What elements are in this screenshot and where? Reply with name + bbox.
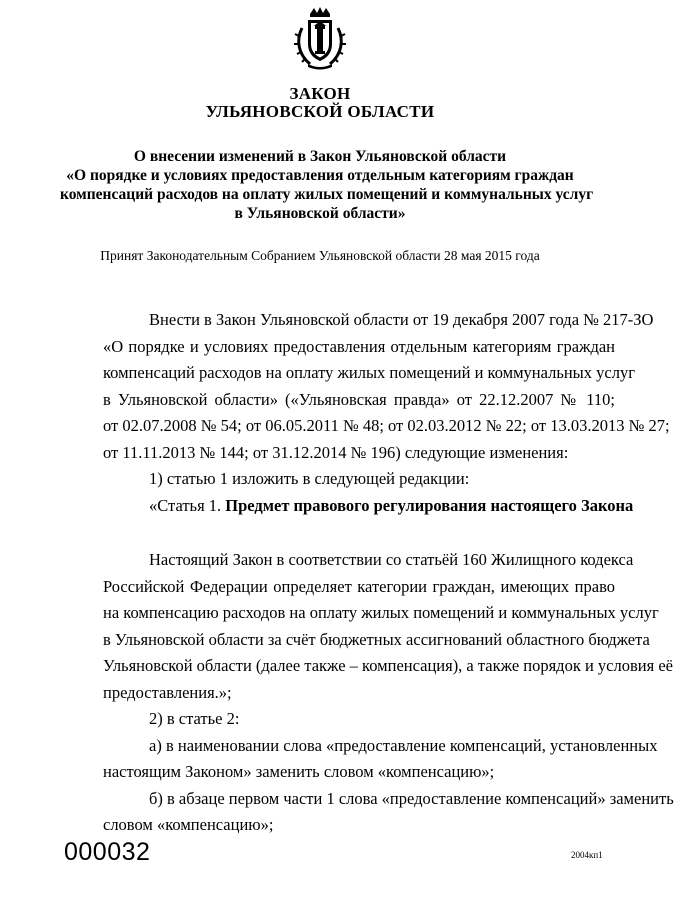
paragraph-line: Настоящий Закон в соответствии со статьёй 160 Жилищного кодекса bbox=[149, 550, 634, 569]
amendment-item-2: 2) в статье 2: bbox=[149, 709, 240, 728]
article-prefix: «Статья 1. bbox=[149, 495, 226, 515]
paragraph-line: от 11.11.2013 № 144; от 31.12.2014 № 196) следующие изменения: bbox=[103, 442, 569, 462]
amendment-item-2b: б) в абзаце первом части 1 слова «предоставление компенсаций» заменить bbox=[149, 788, 674, 808]
serial-number: 000032 bbox=[64, 838, 151, 866]
paragraph-line: Ульяновской области (далее также – компенсация), а также порядок и условия её bbox=[103, 656, 673, 675]
subtitle-line: О внесении изменений в Закон Ульяновской области bbox=[133, 148, 507, 165]
paragraph-line: настоящим Законом» заменить словом «компенсацию»; bbox=[103, 762, 495, 781]
paragraph-line: Внести в Закон Ульяновской области от 19 декабря 2007 года № 217-ЗО bbox=[149, 310, 654, 329]
paragraph-line: в Ульяновской области за счёт бюджетных ассигнований областного бюджета bbox=[103, 629, 650, 649]
subtitle-line: в Ульяновской области» bbox=[234, 205, 406, 222]
amendment-item-2a: а) в наименовании слова «предоставление компенсаций, установленных bbox=[149, 735, 658, 755]
document-code: 2004кп1 bbox=[571, 850, 603, 860]
subtitle-line: «О порядке и условиях предоставления отдельным категориям граждан bbox=[66, 167, 574, 184]
subtitle-line: компенсаций расходов на оплату жилых помещений и коммунальных услуг bbox=[60, 186, 594, 203]
document-type: ЗАКОН bbox=[289, 84, 351, 103]
paragraph-line: в Ульяновской области» («Ульяновская правда» от 22.12.2007 № 110; bbox=[103, 389, 615, 409]
paragraph-line: словом «компенсацию»; bbox=[103, 815, 274, 834]
amendment-item-1: 1) статью 1 изложить в следующей редакции: bbox=[149, 469, 470, 488]
ulyanovsk-coat-of-arms-icon bbox=[288, 6, 352, 70]
article-title: Предмет правового регулирования настоящего Закона bbox=[225, 495, 634, 515]
paragraph-line: от 02.07.2008 № 54; от 06.05.2011 № 48; от 02.03.2012 № 22; от 13.03.2013 № 27; bbox=[103, 416, 670, 435]
law-subtitle bbox=[60, 147, 594, 223]
law-body bbox=[103, 307, 674, 839]
paragraph-line: Российской Федерации определяет категории граждан, имеющих право bbox=[103, 576, 615, 596]
paragraph-line: предоставления.»; bbox=[103, 682, 232, 702]
paragraph-line: «О порядке и условиях предоставления отдельным категориям граждан bbox=[103, 336, 615, 356]
adoption-note: Принят Законодательным Собранием Ульяновской области 28 мая 2015 года bbox=[100, 248, 540, 263]
paragraph-line: компенсаций расходов на оплату жилых помещений и коммунальных услуг bbox=[103, 363, 635, 382]
paragraph-line: на компенсацию расходов на оплату жилых помещений и коммунальных услуг bbox=[103, 603, 659, 622]
article-heading bbox=[103, 493, 634, 520]
region-name: УЛЬЯНОВСКОЙ ОБЛАСТИ bbox=[205, 102, 435, 121]
